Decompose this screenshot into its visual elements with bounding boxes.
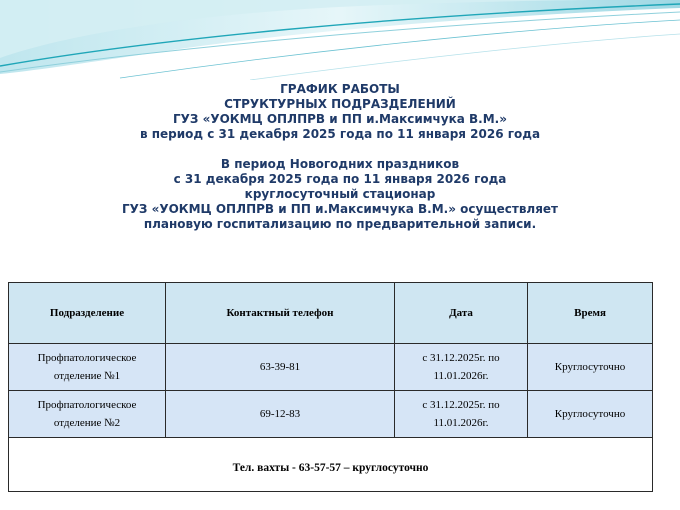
phone-cell: 63-39-81 [166,344,395,391]
date-cell [395,391,528,438]
notice-line: ГУЗ «УОКМЦ ОПЛПРВ и ПП и.Максимчука В.М.» осуществляет [121,202,559,216]
column-header-date: Дата [395,283,528,344]
notice-line: с 31 декабря 2025 года по 11 января 2026 года [173,172,507,186]
decorative-wave-banner [0,0,680,80]
schedule-table [8,282,653,492]
notice-line: круглосуточный стационар [244,187,436,201]
phone-cell: 69-12-83 [166,391,395,438]
date-line: 11.01.2026г. [433,370,489,382]
date-line: с 31.12.2025г. по [422,352,500,364]
column-header-department: Подразделение [9,283,166,344]
department-cell [9,344,166,391]
title-line: СТРУКТУРНЫХ ПОДРАЗДЕЛЕНИЙ [224,97,456,111]
title-line: ГУЗ «УОКМЦ ОПЛПРВ и ПП и.Максимчука В.М.» [172,112,507,126]
notice-line: В период Новогодних праздников [220,157,460,171]
department-name-line: отделение №1 [53,370,121,382]
time-cell: Круглосуточно [528,391,653,438]
title-line: ГРАФИК РАБОТЫ [280,82,400,96]
title-line: в период с 31 декабря 2025 года по 11 января 2026 года [139,127,541,141]
department-name-line: отделение №2 [53,417,121,429]
table-header-row [9,283,653,344]
column-header-phone: Контактный телефон [166,283,395,344]
department-name-line: Профпатологическое [37,352,137,364]
schedule-header [0,82,680,232]
table-row [9,391,653,438]
column-header-time: Время [528,283,653,344]
notice-line: плановую госпитализацию по предварительной записи. [143,217,537,231]
date-cell [395,344,528,391]
department-name-line: Профпатологическое [37,399,137,411]
time-cell: Круглосуточно [528,344,653,391]
security-desk-phone: Тел. вахты - 63-57-57 – круглосуточно [9,438,653,492]
table-row [9,344,653,391]
date-line: с 31.12.2025г. по [422,399,500,411]
department-cell [9,391,166,438]
table-footer-row [9,438,653,492]
date-line: 11.01.2026г. [433,417,489,429]
